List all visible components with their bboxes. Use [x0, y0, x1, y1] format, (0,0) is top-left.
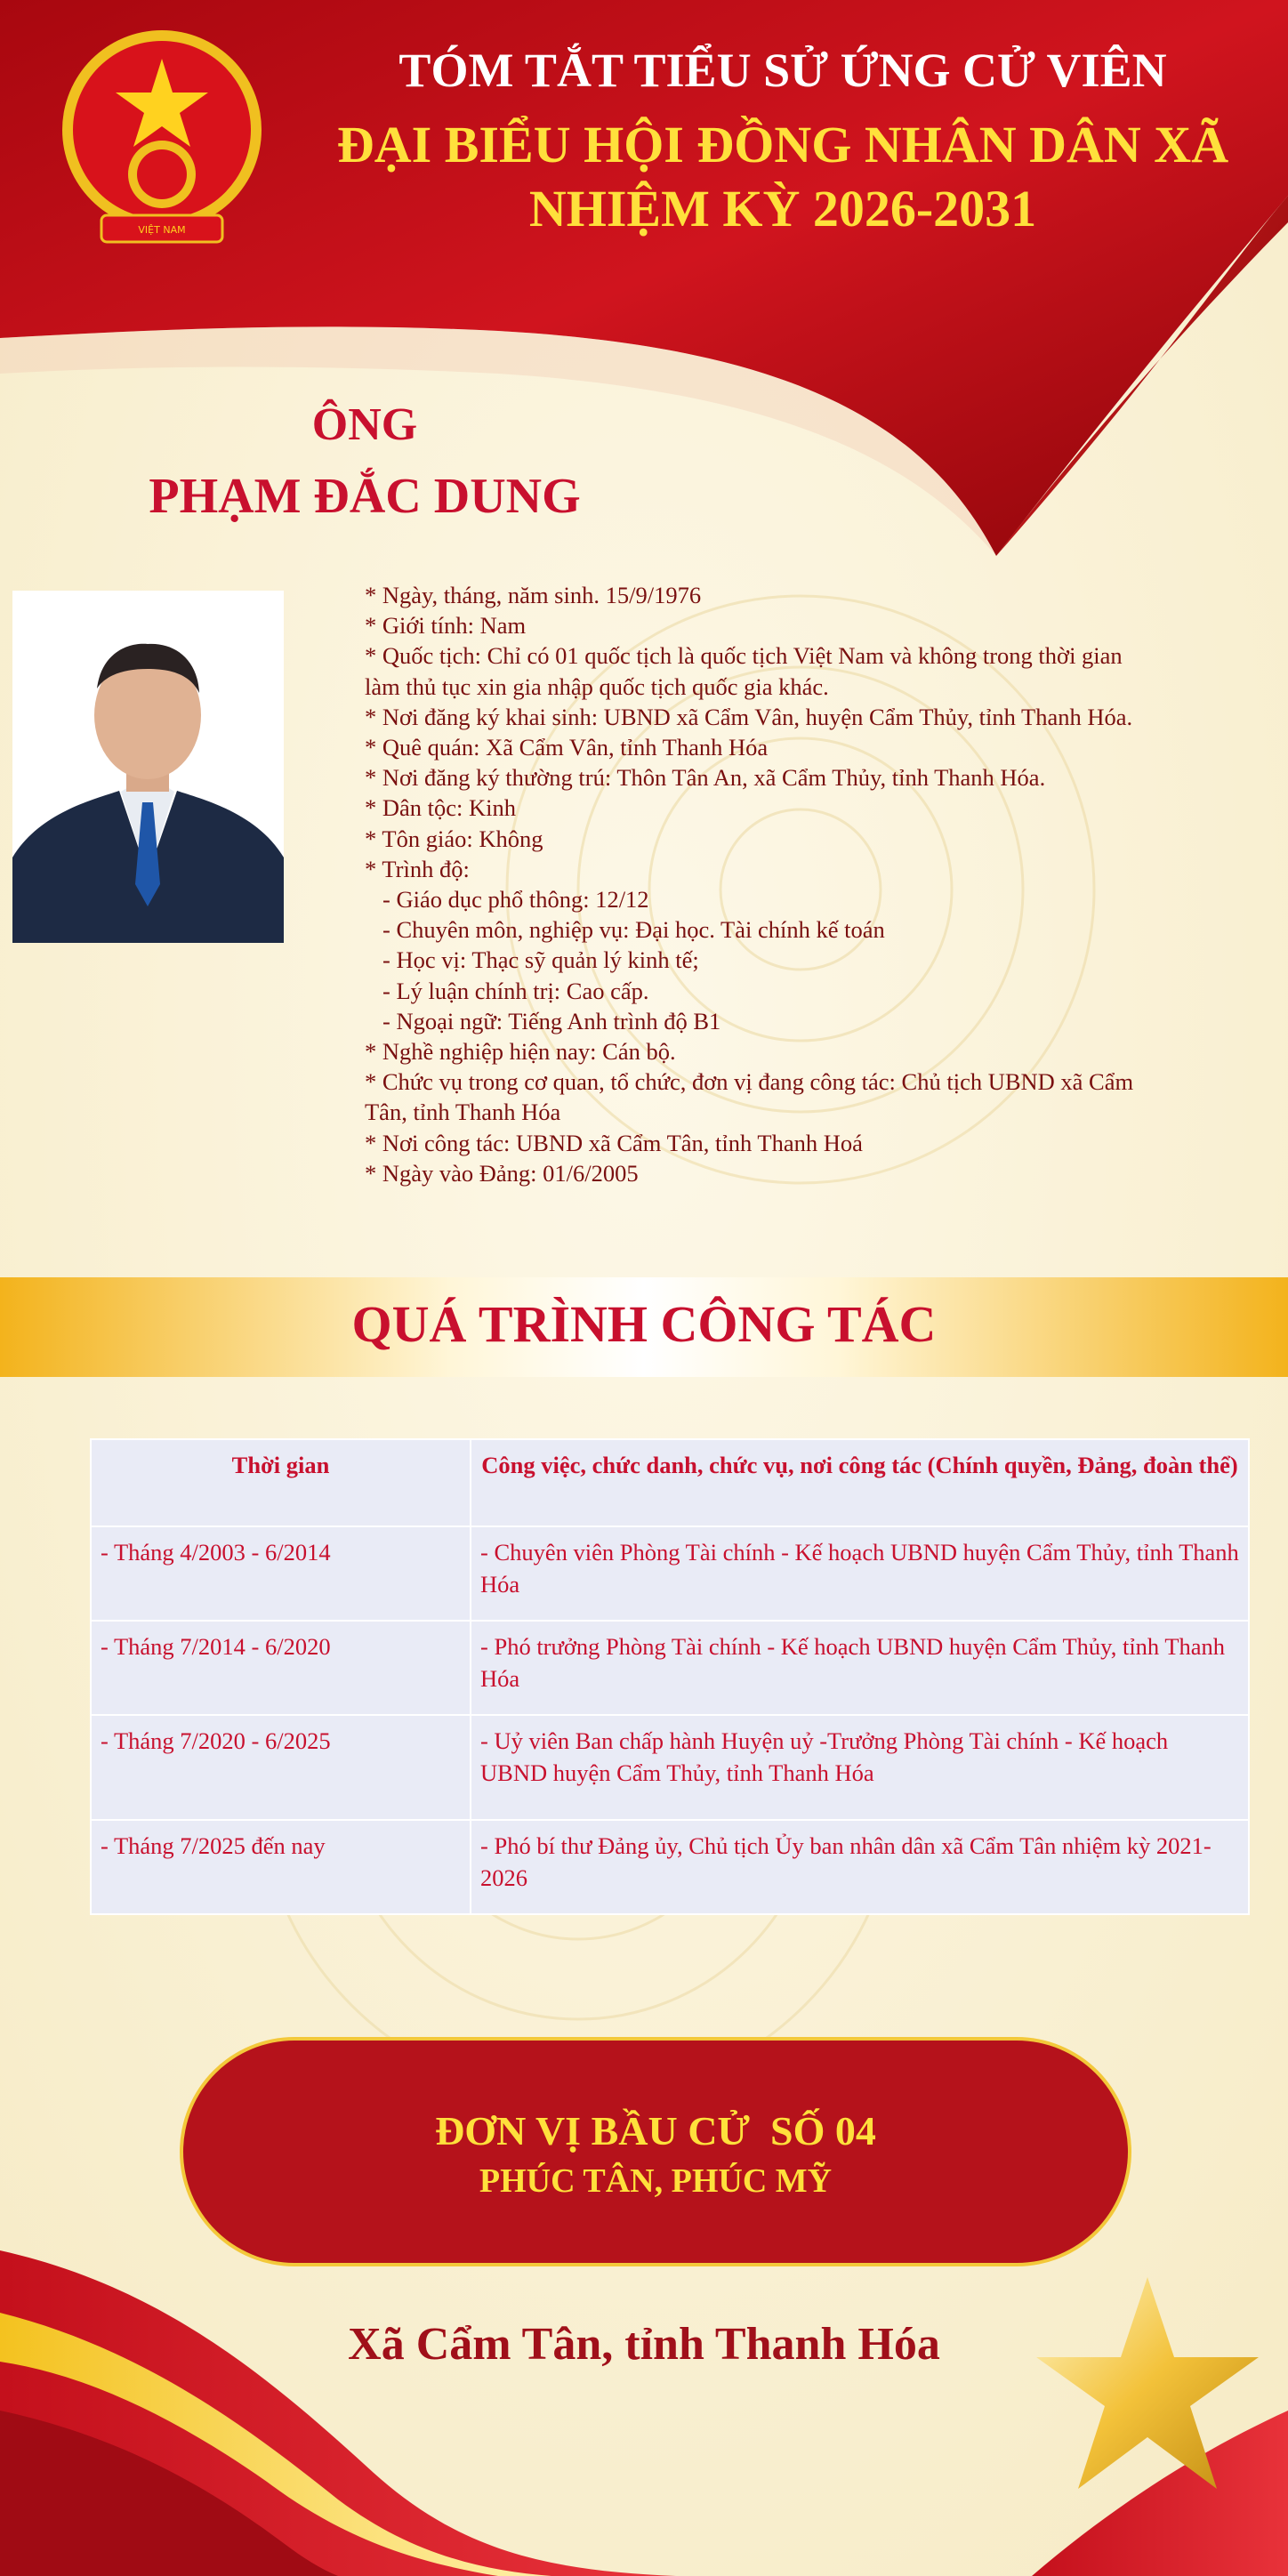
bio-line: * Giới tính: Nam	[365, 612, 527, 640]
bio-line: - Lý luận chính trị: Cao cấp.	[382, 977, 649, 1004]
bio-line: - Học vị: Thạc sỹ quản lý kinh tế;	[382, 946, 699, 974]
bio-line: * Quốc tịch: Chỉ có 01 quốc tịch là quốc tịch Việt Nam và không trong thời gian	[365, 642, 1123, 670]
constituency-areas: PHÚC TÂN, PHÚC MỸ	[479, 2162, 833, 2200]
header-line-2: ĐẠI BIỂU HỘI ĐỒNG NHÂN DÂN XÃ	[336, 116, 1229, 173]
cell-time: - Tháng 7/2020 - 6/2025	[91, 1715, 471, 1820]
locality-text: Xã Cẩm Tân, tỉnh Thanh Hóa	[348, 2319, 940, 2370]
section-title: QUÁ TRÌNH CÔNG TÁC	[351, 1295, 937, 1353]
header-line-3: NHIỆM KỲ 2026-2031	[528, 180, 1037, 237]
candidate-photo	[12, 591, 284, 943]
bio-line: * Nơi đăng ký thường trú: Thôn Tân An, xã Cẩm Thủy, tỉnh Thanh Hóa.	[365, 764, 1046, 792]
bio-line: * Chức vụ trong cơ quan, tổ chức, đơn vị đang công tác: Chủ tịch UBND xã Cẩm	[365, 1068, 1134, 1096]
gold-star-icon	[1014, 2259, 1281, 2526]
column-header-position: Công việc, chức danh, chức vụ, nơi công tác (Chính quyền, Đảng, đoàn thể)	[471, 1439, 1249, 1526]
bio-line: * Nơi đăng ký khai sinh: UBND xã Cẩm Vân, huyện Cẩm Thủy, tỉnh Thanh Hóa.	[365, 703, 1133, 730]
bio-line: * Quê quán: Xã Cẩm Vân, tỉnh Thanh Hóa	[365, 734, 769, 761]
bio-line: - Giáo dục phổ thông: 12/12	[382, 886, 649, 914]
table-header-row	[91, 1439, 1249, 1526]
bio-line: * Nơi công tác: UBND xã Cẩm Tân, tỉnh Thanh Hoá	[365, 1129, 863, 1156]
bio-line: - Chuyên môn, nghiệp vụ: Đại học. Tài chính kế toán	[382, 916, 885, 944]
bio-line: * Ngày, tháng, năm sinh. 15/9/1976	[365, 582, 702, 608]
cell-position: - Uỷ viên Ban chấp hành Huyện uỷ -Trưởng Phòng Tài chính - Kế hoạch UBND huyện Cẩm Thủy, tỉnh Thanh Hóa	[471, 1715, 1249, 1820]
bio-line: * Ngày vào Đảng: 01/6/2005	[365, 1159, 639, 1187]
cell-position: - Chuyên viên Phòng Tài chính - Kế hoạch UBND huyện Cẩm Thủy, tỉnh Thanh Hóa	[471, 1526, 1249, 1621]
bio-line: * Trình độ:	[365, 855, 470, 882]
candidate-name: PHẠM ĐẮC DUNG	[149, 469, 581, 524]
cell-time: - Tháng 4/2003 - 6/2014	[91, 1526, 471, 1621]
work-history-table	[90, 1438, 1250, 1915]
cell-position: - Phó trưởng Phòng Tài chính - Kế hoạch UBND huyện Cẩm Thủy, tỉnh Thanh Hóa	[471, 1621, 1249, 1715]
table-row	[91, 1715, 1249, 1820]
cell-time: - Tháng 7/2014 - 6/2020	[91, 1621, 471, 1715]
constituency-number: ĐƠN VỊ BẦU CỬ SỐ 04	[435, 2108, 876, 2153]
bio-line: làm thủ tục xin gia nhập quốc tịch quốc gia khác.	[365, 672, 829, 700]
national-emblem-icon	[55, 25, 269, 253]
table-row	[91, 1526, 1249, 1621]
bio-line: * Nghề nghiệp hiện nay: Cán bộ.	[365, 1038, 676, 1066]
emblem-text: VIỆT NAM	[138, 224, 186, 236]
candidate-honorific: ÔNG	[311, 399, 418, 450]
bio-line: * Tôn giáo: Không	[365, 825, 543, 852]
header-line-1: TÓM TẮT TIỂU SỬ ỨNG CỬ VIÊN	[398, 44, 1167, 97]
cell-position: - Phó bí thư Đảng ủy, Chủ tịch Ủy ban nhân dân xã Cẩm Tân nhiệm kỳ 2021-2026	[471, 1820, 1249, 1914]
table-row	[91, 1820, 1249, 1914]
bio-line: * Dân tộc: Kinh	[365, 794, 517, 822]
column-header-time: Thời gian	[91, 1439, 471, 1526]
bio-list	[365, 580, 1263, 1188]
bio-line: Tân, tỉnh Thanh Hóa	[365, 1099, 561, 1126]
bio-line: - Ngoại ngữ: Tiếng Anh trình độ B1	[382, 1007, 721, 1034]
table-row	[91, 1621, 1249, 1715]
cell-time: - Tháng 7/2025 đến nay	[91, 1820, 471, 1914]
